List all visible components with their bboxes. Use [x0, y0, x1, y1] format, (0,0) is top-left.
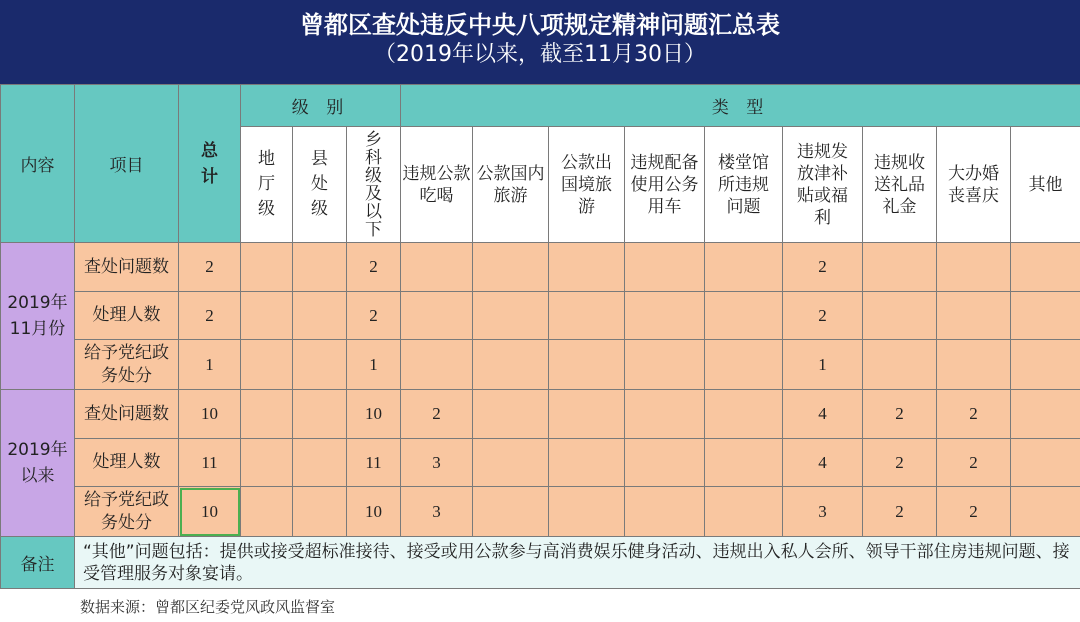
type-cell-0[interactable]: 3 [401, 487, 473, 537]
header-type-group: 类 型 [401, 85, 1080, 127]
type-cell-6[interactable] [863, 340, 937, 390]
header-type-3 [625, 127, 705, 243]
type-cell-8[interactable] [1011, 292, 1080, 340]
type-cell-5[interactable]: 2 [783, 292, 863, 340]
note-row [1, 537, 1080, 589]
row-item-text: 处理人数 [92, 452, 161, 472]
type-cell-5[interactable]: 1 [783, 340, 863, 390]
type-cell-2[interactable] [549, 487, 625, 537]
type-cell-8[interactable] [1011, 243, 1080, 292]
header-item: 项目 [75, 85, 179, 243]
row-item-text: 处理人数 [92, 305, 161, 325]
row-item-text: 给予党纪政务处分 [84, 489, 169, 533]
type-cell-0[interactable]: 3 [401, 439, 473, 487]
total-cell[interactable]: 1 [179, 340, 241, 390]
type-cell-6[interactable]: 2 [863, 390, 937, 439]
type-cell-5[interactable]: 4 [783, 439, 863, 487]
header-type-text: 违规配备使用公务用车 [630, 152, 699, 217]
header-type-text: 楼堂馆所违规问题 [718, 152, 769, 217]
level-cell-2[interactable]: 11 [347, 439, 401, 487]
type-cell-0[interactable] [401, 340, 473, 390]
type-cell-3[interactable] [625, 340, 705, 390]
level-cell-0[interactable] [241, 487, 293, 537]
type-cell-0[interactable] [401, 243, 473, 292]
type-cell-2[interactable] [549, 292, 625, 340]
note-label: 备注 [1, 537, 75, 589]
row-item-text: 查处问题数 [84, 403, 169, 424]
summary-table [0, 84, 1080, 589]
table-row [1, 390, 1080, 439]
type-cell-4[interactable] [705, 340, 783, 390]
table-row [1, 243, 1080, 292]
type-cell-5[interactable]: 2 [783, 243, 863, 292]
header-level-text: 地厅级 [258, 149, 275, 219]
type-cell-1[interactable] [473, 439, 549, 487]
header-type-2 [549, 127, 625, 243]
group-label-text: 2019年以来 [7, 440, 68, 486]
level-cell-0[interactable] [241, 390, 293, 439]
type-cell-7[interactable]: 2 [937, 439, 1011, 487]
type-cell-3[interactable] [625, 292, 705, 340]
page-title: 曾都区查处违反中央八项规定精神问题汇总表 [300, 11, 780, 39]
level-cell-0[interactable] [241, 439, 293, 487]
type-cell-5[interactable]: 3 [783, 487, 863, 537]
header-type-text: 违规公款吃喝 [402, 163, 471, 206]
group-label [1, 390, 75, 537]
row-item-label [75, 243, 179, 292]
total-cell[interactable]: 2 [179, 292, 241, 340]
level-cell-0[interactable] [241, 340, 293, 390]
header-total-text: 总计 [201, 140, 218, 187]
total-cell[interactable]: 2 [179, 243, 241, 292]
type-cell-4[interactable] [705, 487, 783, 537]
table-row [1, 292, 1080, 340]
total-cell[interactable]: 11 [179, 439, 241, 487]
header-type-7 [937, 127, 1011, 243]
header-type-text: 其他 [1028, 174, 1063, 195]
type-cell-1[interactable] [473, 292, 549, 340]
type-cell-8[interactable] [1011, 487, 1080, 537]
header-type-1 [473, 127, 549, 243]
row-item-label [75, 439, 179, 487]
note-text: “其他”问题包括：提供或接受超标准接待、接受或用公款参与高消费娱乐健身活动、违规出入私人会所、领导干部住房违规问题、接受管理服务对象宴请。 [75, 537, 1080, 589]
type-cell-3[interactable] [625, 243, 705, 292]
header-level-1 [293, 127, 347, 243]
type-cell-4[interactable] [705, 439, 783, 487]
level-cell-2[interactable]: 2 [347, 243, 401, 292]
level-cell-1[interactable] [293, 243, 347, 292]
table-row [1, 487, 1080, 537]
header-type-text: 违规收送礼品礼金 [874, 152, 925, 217]
header-level-text: 县处级 [311, 149, 328, 219]
type-cell-2[interactable] [549, 439, 625, 487]
type-cell-1[interactable] [473, 243, 549, 292]
header-level-0 [241, 127, 293, 243]
type-cell-6[interactable]: 2 [863, 439, 937, 487]
type-cell-2[interactable] [549, 390, 625, 439]
type-cell-7[interactable] [937, 243, 1011, 292]
level-cell-1[interactable] [293, 390, 347, 439]
row-item-label [75, 340, 179, 390]
type-cell-0[interactable]: 2 [401, 390, 473, 439]
row-item-label [75, 390, 179, 439]
header-content: 内容 [1, 85, 75, 243]
group-label [1, 243, 75, 390]
group-label-text: 2019年11月份 [7, 293, 68, 339]
header-type-5 [783, 127, 863, 243]
type-cell-8[interactable] [1011, 439, 1080, 487]
table-row [1, 340, 1080, 390]
page-subtitle: （2019年以来，截至11月30日） [374, 42, 706, 67]
type-cell-4[interactable] [705, 390, 783, 439]
type-cell-7[interactable]: 2 [937, 487, 1011, 537]
type-cell-8[interactable] [1011, 340, 1080, 390]
level-cell-1[interactable] [293, 439, 347, 487]
level-cell-1[interactable] [293, 340, 347, 390]
type-cell-4[interactable] [705, 243, 783, 292]
type-cell-3[interactable] [625, 390, 705, 439]
type-cell-2[interactable] [549, 243, 625, 292]
header-row-top [1, 85, 1080, 127]
type-cell-1[interactable] [473, 487, 549, 537]
level-cell-2[interactable]: 1 [347, 340, 401, 390]
type-cell-0[interactable] [401, 292, 473, 340]
type-cell-1[interactable] [473, 390, 549, 439]
header-type-text: 公款出国境旅游 [561, 152, 612, 217]
header-type-text: 大办婚丧喜庆 [948, 163, 999, 206]
row-item-text: 查处问题数 [84, 256, 169, 277]
level-cell-1[interactable] [293, 292, 347, 340]
level-cell-2[interactable]: 2 [347, 292, 401, 340]
type-cell-6[interactable]: 2 [863, 487, 937, 537]
type-cell-2[interactable] [549, 340, 625, 390]
level-cell-0[interactable] [241, 243, 293, 292]
type-cell-7[interactable]: 2 [937, 390, 1011, 439]
total-cell[interactable]: 10 [179, 487, 241, 537]
title-bar [0, 0, 1080, 84]
total-cell[interactable]: 10 [179, 390, 241, 439]
type-cell-3[interactable] [625, 487, 705, 537]
type-cell-1[interactable] [473, 340, 549, 390]
type-cell-3[interactable] [625, 439, 705, 487]
type-cell-8[interactable] [1011, 390, 1080, 439]
type-cell-6[interactable] [863, 243, 937, 292]
header-type-4 [705, 127, 783, 243]
header-type-6 [863, 127, 937, 243]
row-item-text: 给予党纪政务处分 [84, 342, 169, 386]
level-cell-1[interactable] [293, 487, 347, 537]
type-cell-6[interactable] [863, 292, 937, 340]
data-source: 数据来源：曾都区纪委党风政风监督室 [80, 598, 336, 616]
level-cell-2[interactable]: 10 [347, 487, 401, 537]
header-type-0 [401, 127, 473, 243]
type-cell-7[interactable] [937, 292, 1011, 340]
header-type-text: 公款国内旅游 [476, 163, 545, 206]
type-cell-5[interactable]: 4 [783, 390, 863, 439]
row-item-label [75, 487, 179, 537]
level-cell-2[interactable]: 10 [347, 390, 401, 439]
type-cell-7[interactable] [937, 340, 1011, 390]
table-row [1, 439, 1080, 487]
header-level-2 [347, 127, 401, 243]
row-item-label [75, 292, 179, 340]
header-type-text: 违规发放津补贴或福利 [797, 141, 848, 228]
type-cell-4[interactable] [705, 292, 783, 340]
header-level-text: 乡科级及以下 [365, 129, 382, 240]
header-level-group: 级 别 [241, 85, 401, 127]
header-total [179, 85, 241, 243]
header-type-8 [1011, 127, 1080, 243]
level-cell-0[interactable] [241, 292, 293, 340]
